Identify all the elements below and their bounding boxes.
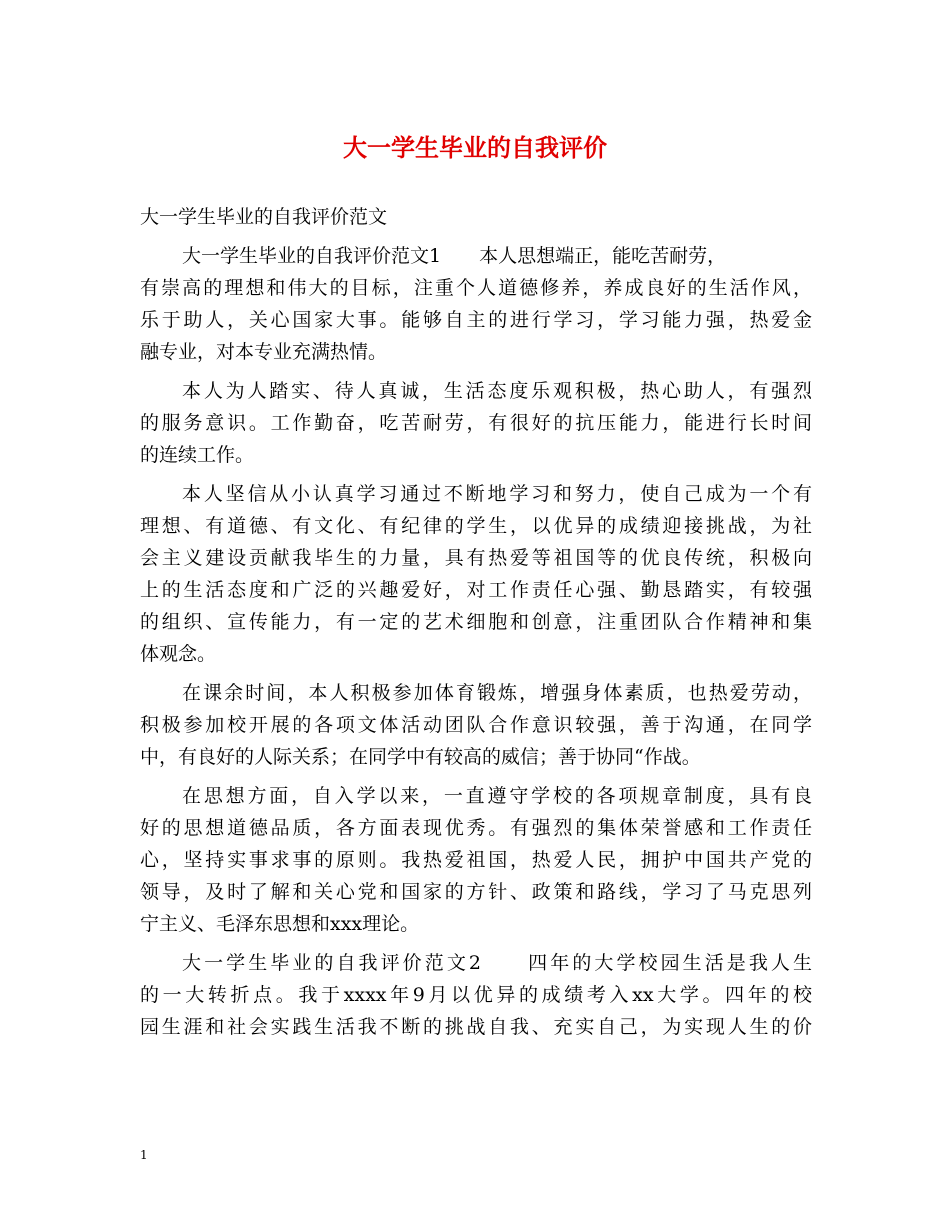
text-line: 本人坚信从小认真学习通过不断地学习和努力，使自己成为一个有 bbox=[182, 483, 812, 505]
text-line: 好的思想道德品质，各方面表现优秀。有强烈的集体荣誉感和工作责任 bbox=[140, 817, 812, 839]
text-line: 的组织、宣传能力，有一定的艺术细胞和创意，注重团队合作精神和集 bbox=[140, 611, 812, 633]
text-line: 体观念。 bbox=[140, 643, 217, 665]
text-line: 本人为人踏实、待人真诚，生活态度乐观积极，热心助人，有强烈 bbox=[182, 380, 812, 402]
text-line: 中，有良好的人际关系；在同学中有较高的威信；善于协同“作战。 bbox=[140, 746, 701, 768]
text-line: 大一学生毕业的自我评价范文1 本人思想端正，能吃苦耐劳， bbox=[182, 245, 727, 267]
text-line: 园生涯和社会实践生活我不断的挑战自我、充实自己，为实现人生的价 bbox=[140, 1016, 812, 1038]
page-number: 1 bbox=[140, 1148, 148, 1162]
text-line: 的一大转折点。我于xxxx年9月以优异的成绩考入xx大学。四年的校 bbox=[140, 984, 812, 1006]
text-line: 理想、有道德、有文化、有纪律的学生，以优异的成绩迎接挑战，为社 bbox=[140, 515, 812, 537]
text-line: 心，坚持实事求事的原则。我热爱祖国，热爱人民，拥护中国共产党的 bbox=[140, 849, 812, 871]
text-line: 积极参加校开展的各项文体活动团队合作意识较强，善于沟通，在同学 bbox=[140, 714, 812, 736]
text-line: 乐于助人，关心国家大事。能够自主的进行学习，学习能力强，热爱金 bbox=[140, 309, 812, 331]
text-line: 在思想方面，自入学以来，一直遵守学校的各项规章制度，具有良 bbox=[182, 785, 812, 807]
text-line: 的连续工作。 bbox=[140, 444, 255, 466]
document-title: 大一学生毕业的自我评价 bbox=[343, 134, 607, 162]
text-line: 有崇高的理想和伟大的目标，注重个人道德修养，养成良好的生活作风， bbox=[140, 277, 812, 299]
text-line: 大一学生毕业的自我评价范文 bbox=[140, 206, 388, 228]
text-line: 的服务意识。工作勤奋，吃苦耐劳，有很好的抗压能力，能进行长时间 bbox=[140, 412, 812, 434]
text-line: 领导，及时了解和关心党和国家的方针、政策和路线，学习了马克思列 bbox=[140, 881, 812, 903]
text-line: 宁主义、毛泽东思想和xxx理论。 bbox=[140, 913, 420, 935]
text-line: 大一学生毕业的自我评价范文2 四年的大学校园生活是我人生 bbox=[182, 952, 812, 974]
text-line: 会主义建设贡献我毕生的力量，具有热爱等祖国等的优良传统，积极向 bbox=[140, 547, 812, 569]
document-body bbox=[140, 201, 812, 1043]
text-line: 融专业，对本专业充满热情。 bbox=[140, 341, 388, 363]
text-line: 上的生活态度和广泛的兴趣爱好，对工作责任心强、勤恳踏实，有较强 bbox=[140, 579, 812, 601]
text-line: 在课余时间，本人积极参加体育锻炼，增强身体素质，也热爱劳动， bbox=[182, 682, 812, 704]
